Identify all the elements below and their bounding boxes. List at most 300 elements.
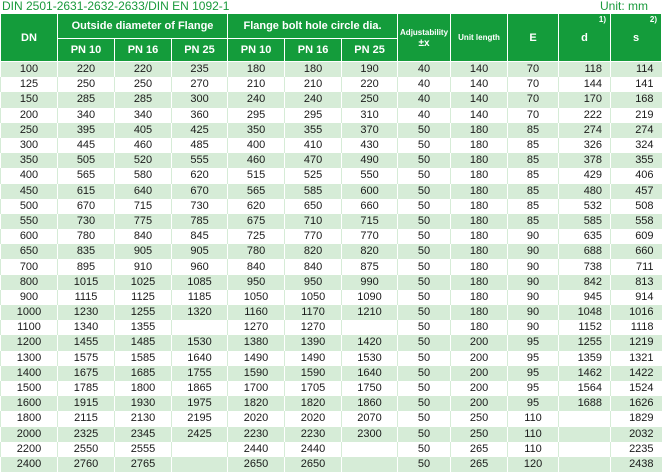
table-cell: 1829 [611, 411, 662, 426]
table-cell: 675 [228, 214, 285, 229]
table-cell: 2230 [285, 427, 342, 442]
table-cell: 1185 [172, 290, 228, 305]
table-cell: 1490 [228, 351, 285, 366]
table-cell: 50 [398, 396, 451, 411]
header-s-label: s [633, 32, 639, 44]
table-cell: 580 [115, 168, 172, 183]
table-cell: 350 [1, 153, 58, 168]
table-cell: 1390 [285, 335, 342, 350]
table-cell: 2760 [58, 457, 115, 472]
table-cell: 219 [611, 108, 662, 123]
table-cell: 2020 [285, 411, 342, 426]
table-cell: 460 [115, 138, 172, 153]
header-bolt-circle: Flange bolt hole circle dia. [228, 14, 398, 39]
table-cell: 1050 [228, 290, 285, 305]
table-cell: 400 [1, 168, 58, 183]
table-cell: 180 [451, 275, 508, 290]
table-cell: 140 [451, 77, 508, 92]
table-cell: 50 [398, 442, 451, 457]
table-cell: 450 [1, 184, 58, 199]
table-cell: 1050 [285, 290, 342, 305]
table-cell: 2425 [172, 427, 228, 442]
table-cell: 1115 [58, 290, 115, 305]
table-cell: 50 [398, 123, 451, 138]
table-cell: 1860 [342, 396, 398, 411]
table-cell: 140 [451, 62, 508, 78]
table-cell: 660 [342, 199, 398, 214]
table-cell: 370 [342, 123, 398, 138]
table-cell: 250 [58, 77, 115, 92]
table-cell: 1015 [58, 275, 115, 290]
table-cell: 470 [285, 153, 342, 168]
table-cell: 1640 [172, 351, 228, 366]
table-cell: 505 [58, 153, 115, 168]
table-cell: 457 [611, 184, 662, 199]
table-cell: 1800 [1, 411, 58, 426]
header-od-pn25: PN 25 [172, 39, 228, 62]
table-cell: 70 [508, 92, 559, 107]
table-cell: 730 [172, 199, 228, 214]
table-cell: 50 [398, 184, 451, 199]
table-cell: 50 [398, 457, 451, 472]
header-unit-length: Unit length [451, 14, 508, 62]
table-cell: 50 [398, 305, 451, 320]
table-cell: 270 [172, 77, 228, 92]
table-cell: 50 [398, 229, 451, 244]
table-cell: 1455 [58, 335, 115, 350]
table-cell: 490 [342, 153, 398, 168]
table-cell: 1700 [228, 381, 285, 396]
table-cell: 845 [172, 229, 228, 244]
table-cell: 1160 [228, 305, 285, 320]
table-cell: 265 [451, 457, 508, 472]
table-cell: 50 [398, 259, 451, 274]
header-od-pn10: PN 10 [58, 39, 115, 62]
table-cell [559, 411, 611, 426]
table-cell: 144 [559, 77, 611, 92]
table-cell: 180 [451, 229, 508, 244]
table-cell: 914 [611, 290, 662, 305]
table-cell [342, 442, 398, 457]
table-cell: 110 [508, 442, 559, 457]
table-cell: 310 [342, 108, 398, 123]
table-cell: 50 [398, 320, 451, 335]
table-cell: 813 [611, 275, 662, 290]
table-cell: 1016 [611, 305, 662, 320]
table-cell: 1152 [559, 320, 611, 335]
table-cell: 85 [508, 123, 559, 138]
table-cell: 222 [559, 108, 611, 123]
table-cell: 40 [398, 108, 451, 123]
table-cell: 1420 [342, 335, 398, 350]
table-cell: 90 [508, 290, 559, 305]
table-cell: 785 [172, 214, 228, 229]
table-cell: 95 [508, 366, 559, 381]
table-row [1, 138, 662, 153]
table-cell: 835 [58, 244, 115, 259]
table-cell: 220 [342, 77, 398, 92]
table-cell: 355 [611, 153, 662, 168]
table-cell: 200 [451, 351, 508, 366]
table-cell: 2300 [342, 427, 398, 442]
table-row [1, 396, 662, 411]
table-cell: 85 [508, 168, 559, 183]
table-row [1, 335, 662, 350]
table-cell: 2130 [115, 411, 172, 426]
header-dn: DN [1, 14, 58, 62]
table-cell: 480 [559, 184, 611, 199]
table-cell: 1564 [559, 381, 611, 396]
table-cell: 1688 [559, 396, 611, 411]
table-cell: 1000 [1, 305, 58, 320]
table-cell: 50 [398, 199, 451, 214]
table-cell: 770 [285, 229, 342, 244]
table-cell: 180 [451, 259, 508, 274]
table-cell: 285 [115, 92, 172, 107]
table-cell: 1626 [611, 396, 662, 411]
table-cell: 585 [285, 184, 342, 199]
table-cell: 660 [611, 244, 662, 259]
table-cell: 1255 [115, 305, 172, 320]
table-cell: 50 [398, 244, 451, 259]
table-cell: 1590 [285, 366, 342, 381]
table-cell: 180 [285, 62, 342, 78]
table-cell: 1200 [1, 335, 58, 350]
table-cell: 532 [559, 199, 611, 214]
table-cell: 875 [342, 259, 398, 274]
header-d-label: d [581, 32, 588, 44]
table-row [1, 62, 662, 78]
table-cell: 180 [451, 244, 508, 259]
table-cell: 274 [559, 123, 611, 138]
table-cell: 180 [451, 305, 508, 320]
table-row [1, 411, 662, 426]
table-cell: 1219 [611, 335, 662, 350]
table-cell: 820 [285, 244, 342, 259]
table-cell: 515 [228, 168, 285, 183]
table-cell: 910 [115, 259, 172, 274]
table-row [1, 259, 662, 274]
table-cell: 90 [508, 259, 559, 274]
table-cell: 2438 [611, 457, 662, 472]
table-cell: 50 [398, 366, 451, 381]
table-cell: 40 [398, 62, 451, 78]
table-cell: 2000 [1, 427, 58, 442]
table-cell: 50 [398, 411, 451, 426]
table-cell: 1800 [115, 381, 172, 396]
table-row [1, 244, 662, 259]
table-cell [342, 320, 398, 335]
table-row [1, 123, 662, 138]
table-cell: 565 [58, 168, 115, 183]
table-cell: 250 [1, 123, 58, 138]
header-adjustability-label: Adjustability [400, 28, 448, 37]
table-cell: 820 [342, 244, 398, 259]
table-cell: 180 [451, 184, 508, 199]
table-cell: 520 [115, 153, 172, 168]
table-cell: 710 [285, 214, 342, 229]
table-cell: 700 [1, 259, 58, 274]
header-outside-diameter: Outside diameter of Flange [58, 14, 228, 39]
table-row [1, 427, 662, 442]
header-bc-pn16: PN 16 [285, 39, 342, 62]
table-cell: 190 [342, 62, 398, 78]
header-s-note: 2) [650, 15, 657, 24]
table-cell: 775 [115, 214, 172, 229]
table-cell: 180 [451, 214, 508, 229]
table-cell: 650 [1, 244, 58, 259]
table-cell: 550 [342, 168, 398, 183]
table-body [1, 62, 662, 472]
table-cell: 360 [172, 108, 228, 123]
table-cell: 110 [508, 427, 559, 442]
table-cell: 1675 [58, 366, 115, 381]
table-cell: 1380 [228, 335, 285, 350]
table-cell: 2020 [228, 411, 285, 426]
table-cell: 210 [228, 77, 285, 92]
table-cell: 900 [1, 290, 58, 305]
table-cell: 300 [1, 138, 58, 153]
table-cell: 1230 [58, 305, 115, 320]
table-cell: 1524 [611, 381, 662, 396]
table-cell: 405 [115, 123, 172, 138]
table-row [1, 457, 662, 472]
table-row [1, 275, 662, 290]
table-cell: 800 [1, 275, 58, 290]
table-cell: 95 [508, 396, 559, 411]
table-cell: 265 [451, 442, 508, 457]
table-cell: 110 [508, 411, 559, 426]
table-cell: 485 [172, 138, 228, 153]
table-cell: 1210 [342, 305, 398, 320]
table-cell: 1400 [1, 366, 58, 381]
table-cell: 70 [508, 108, 559, 123]
table-cell: 180 [228, 62, 285, 78]
table-cell: 90 [508, 320, 559, 335]
table-cell: 50 [398, 153, 451, 168]
table-cell: 210 [285, 77, 342, 92]
table-cell: 1085 [172, 275, 228, 290]
table-row [1, 351, 662, 366]
table-cell: 1530 [172, 335, 228, 350]
table-cell: 1300 [1, 351, 58, 366]
table-cell: 50 [398, 214, 451, 229]
table-cell: 100 [1, 62, 58, 78]
table-cell: 905 [172, 244, 228, 259]
table-cell: 2070 [342, 411, 398, 426]
table-cell: 445 [58, 138, 115, 153]
table-cell: 2195 [172, 411, 228, 426]
table-cell: 780 [58, 229, 115, 244]
table-row [1, 108, 662, 123]
table-cell: 2555 [115, 442, 172, 457]
table-cell: 460 [228, 153, 285, 168]
table-cell: 1590 [228, 366, 285, 381]
table-cell: 600 [1, 229, 58, 244]
table-cell: 1340 [58, 320, 115, 335]
table-cell: 50 [398, 275, 451, 290]
table-cell: 295 [285, 108, 342, 123]
table-cell: 429 [559, 168, 611, 183]
table-cell: 688 [559, 244, 611, 259]
table-cell: 425 [172, 123, 228, 138]
document-title: DIN 2501-2631-2632-2633/DIN EN 1092-1 [2, 0, 229, 13]
table-cell: 340 [58, 108, 115, 123]
table-row [1, 77, 662, 92]
table-cell: 1320 [172, 305, 228, 320]
table-cell: 620 [172, 168, 228, 183]
table-cell: 180 [451, 138, 508, 153]
table-cell: 2400 [1, 457, 58, 472]
table-cell: 950 [285, 275, 342, 290]
table-cell: 990 [342, 275, 398, 290]
table-cell: 1585 [115, 351, 172, 366]
table-row [1, 381, 662, 396]
table-cell: 1930 [115, 396, 172, 411]
table-cell: 1118 [611, 320, 662, 335]
table-cell: 90 [508, 229, 559, 244]
table-cell: 180 [451, 290, 508, 305]
table-cell: 725 [228, 229, 285, 244]
table-cell: 842 [559, 275, 611, 290]
table-cell: 180 [451, 320, 508, 335]
header-bc-pn10: PN 10 [228, 39, 285, 62]
table-row [1, 290, 662, 305]
table-cell: 406 [611, 168, 662, 183]
table-cell: 715 [115, 199, 172, 214]
table-cell: 650 [285, 199, 342, 214]
table-cell: 550 [1, 214, 58, 229]
table-cell: 500 [1, 199, 58, 214]
table-cell: 770 [342, 229, 398, 244]
table-cell: 180 [451, 123, 508, 138]
table-cell: 2550 [58, 442, 115, 457]
table-cell: 180 [451, 199, 508, 214]
table-cell: 600 [342, 184, 398, 199]
header-e: E [508, 14, 559, 62]
table-cell: 95 [508, 351, 559, 366]
table-cell: 285 [58, 92, 115, 107]
table-cell: 70 [508, 62, 559, 78]
table-cell: 85 [508, 199, 559, 214]
table-cell: 715 [342, 214, 398, 229]
table-cell: 50 [398, 351, 451, 366]
table-cell: 895 [58, 259, 115, 274]
table-row [1, 214, 662, 229]
header-d-note: 1) [599, 15, 606, 24]
header-s [611, 14, 662, 62]
table-cell: 180 [451, 153, 508, 168]
table-cell: 1090 [342, 290, 398, 305]
table-cell: 670 [172, 184, 228, 199]
table-cell: 840 [285, 259, 342, 274]
header-adjustability-symbol: ±x [419, 38, 430, 49]
table-cell: 250 [342, 92, 398, 107]
table-cell: 2235 [611, 442, 662, 457]
table-cell: 395 [58, 123, 115, 138]
table-cell: 430 [342, 138, 398, 153]
header-adjustability [398, 14, 451, 62]
table-cell: 615 [58, 184, 115, 199]
table-cell: 235 [172, 62, 228, 78]
table-cell: 170 [559, 92, 611, 107]
header-bc-pn25: PN 25 [342, 39, 398, 62]
table-cell: 1485 [115, 335, 172, 350]
table-cell: 200 [451, 396, 508, 411]
table-row [1, 92, 662, 107]
table-cell [559, 457, 611, 472]
table-cell: 250 [451, 411, 508, 426]
table-cell: 85 [508, 138, 559, 153]
table-cell: 730 [58, 214, 115, 229]
unit-label: Unit: mm [600, 0, 648, 13]
table-cell: 240 [285, 92, 342, 107]
table-cell: 1025 [115, 275, 172, 290]
table-cell: 50 [398, 168, 451, 183]
header-d [559, 14, 611, 62]
table-cell: 1640 [342, 366, 398, 381]
table-cell: 250 [115, 77, 172, 92]
table-cell: 1785 [58, 381, 115, 396]
table-cell: 400 [228, 138, 285, 153]
top-bar [0, 0, 651, 13]
table-cell [172, 457, 228, 472]
flange-dimension-table [0, 13, 662, 472]
table-cell: 2032 [611, 427, 662, 442]
table-cell: 1575 [58, 351, 115, 366]
table-cell: 1705 [285, 381, 342, 396]
table-cell: 840 [115, 229, 172, 244]
table-cell: 1462 [559, 366, 611, 381]
table-cell: 378 [559, 153, 611, 168]
table-cell: 95 [508, 381, 559, 396]
table-cell [342, 457, 398, 472]
table-cell: 905 [115, 244, 172, 259]
table-cell: 2115 [58, 411, 115, 426]
table-cell: 635 [559, 229, 611, 244]
table-cell: 1255 [559, 335, 611, 350]
table-row [1, 168, 662, 183]
table-cell: 140 [451, 92, 508, 107]
table-cell: 85 [508, 153, 559, 168]
table-cell: 558 [611, 214, 662, 229]
table-cell: 168 [611, 92, 662, 107]
table-cell: 1685 [115, 366, 172, 381]
table-cell: 945 [559, 290, 611, 305]
table-cell: 711 [611, 259, 662, 274]
table-cell: 2325 [58, 427, 115, 442]
table-cell: 2200 [1, 442, 58, 457]
table-cell: 738 [559, 259, 611, 274]
table-cell: 1865 [172, 381, 228, 396]
table-row [1, 442, 662, 457]
table-cell: 555 [172, 153, 228, 168]
table-cell: 125 [1, 77, 58, 92]
table-cell: 1359 [559, 351, 611, 366]
table-cell: 1500 [1, 381, 58, 396]
table-cell: 1355 [115, 320, 172, 335]
table-cell: 274 [611, 123, 662, 138]
table-cell: 960 [172, 259, 228, 274]
table-cell: 90 [508, 275, 559, 290]
table-cell: 609 [611, 229, 662, 244]
table-cell: 50 [398, 427, 451, 442]
table-cell: 326 [559, 138, 611, 153]
table-cell: 118 [559, 62, 611, 78]
table-cell: 324 [611, 138, 662, 153]
table-header [1, 14, 662, 62]
table-cell: 2765 [115, 457, 172, 472]
